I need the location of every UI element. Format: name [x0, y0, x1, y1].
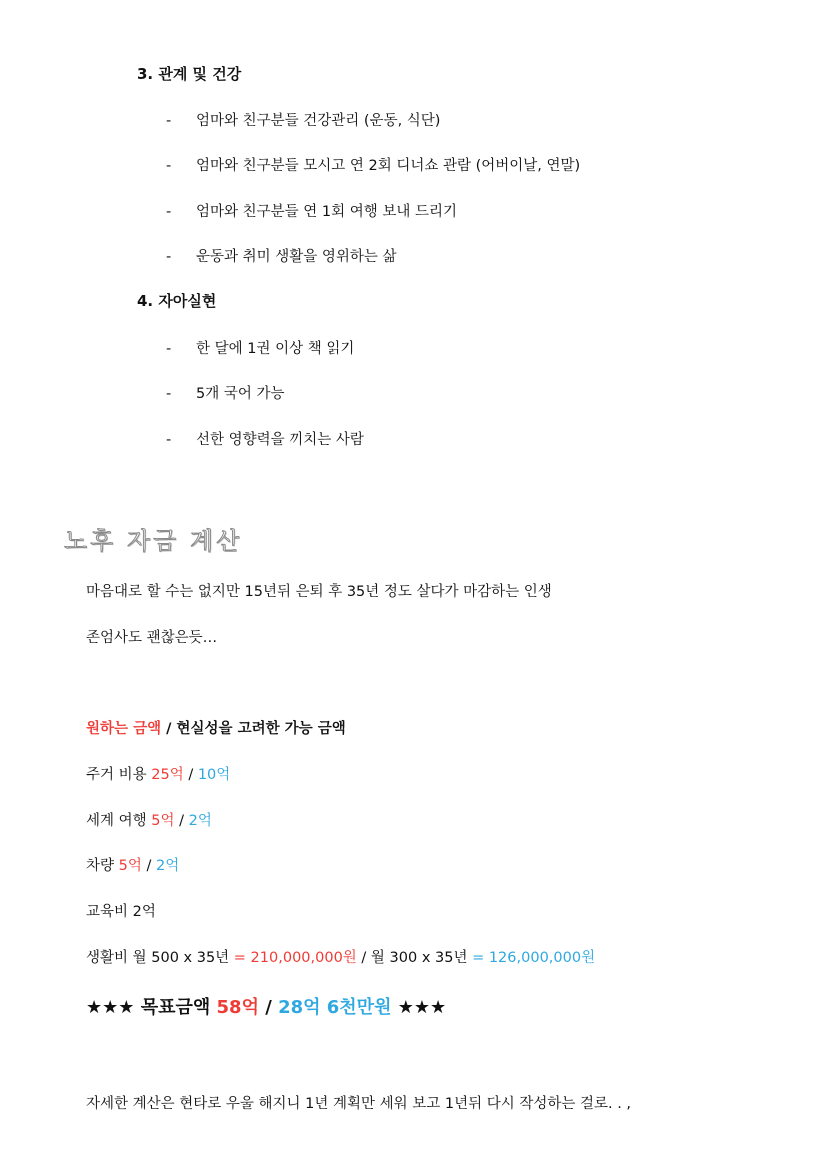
list-item: - 엄마와 친구분들 모시고 연 2회 디너쇼 관람 (어버이날, 연말) [166, 158, 581, 174]
section-title-self-realization: 4. 자아실현 [137, 292, 217, 310]
list-item: - 한 달에 1권 이상 책 읽기 [166, 341, 355, 357]
star-icon: ★★★ [391, 997, 447, 1018]
intro-line: 존엄사도 괜찮은듯… [86, 630, 218, 646]
list-item: - 5개 국어 가능 [166, 386, 285, 402]
cost-row-vehicle: 차량 5억 / 2억 [86, 858, 180, 874]
section-title-relationship-health: 3. 관계 및 건강 [137, 65, 242, 83]
legend-realistic: 현실성을 고려한 가능 금액 [176, 721, 346, 737]
goal-desired: 58억 [216, 997, 259, 1018]
list-item: - 엄마와 친구분들 건강관리 (운동, 식단) [166, 113, 441, 129]
intro-line: 마음대로 할 수는 없지만 15년뒤 은퇴 후 35년 정도 살다가 마감하는 인생 [86, 584, 552, 600]
goal-realistic: 28억 6천만원 [278, 997, 392, 1018]
legend-line: 원하는 금액 / 현실성을 고려한 가능 금액 [86, 721, 346, 737]
list-item: - 엄마와 친구분들 연 1회 여행 보내 드리기 [166, 204, 457, 220]
list-item: - 운동과 취미 생활을 영위하는 삶 [166, 249, 397, 265]
cost-row-travel: 세계 여행 5억 / 2억 [86, 813, 212, 829]
cost-row-education: 교육비 2억 [86, 904, 156, 920]
goal-amount-line: ★★★ 목표금액 58억 / 28억 6천만원 ★★★ [86, 997, 447, 1018]
closing-note: 자세한 계산은 현타로 우울 해지니 1년 계획만 세워 보고 1년뒤 다시 작성하는 걸로. . , [86, 1096, 632, 1112]
list-item: - 선한 영향력을 끼치는 사람 [166, 432, 364, 448]
cost-row-housing: 주거 비용 25억 / 10억 [86, 767, 231, 783]
legend-desired: 원하는 금액 [86, 721, 162, 737]
star-icon: ★★★ [86, 997, 141, 1018]
cost-row-living: 생활비 월 500 x 35년 = 210,000,000원 / 월 300 x 35년 = 126,000,000원 [86, 950, 596, 966]
retirement-fund-heading: 노후 자금 계산 [64, 527, 243, 555]
